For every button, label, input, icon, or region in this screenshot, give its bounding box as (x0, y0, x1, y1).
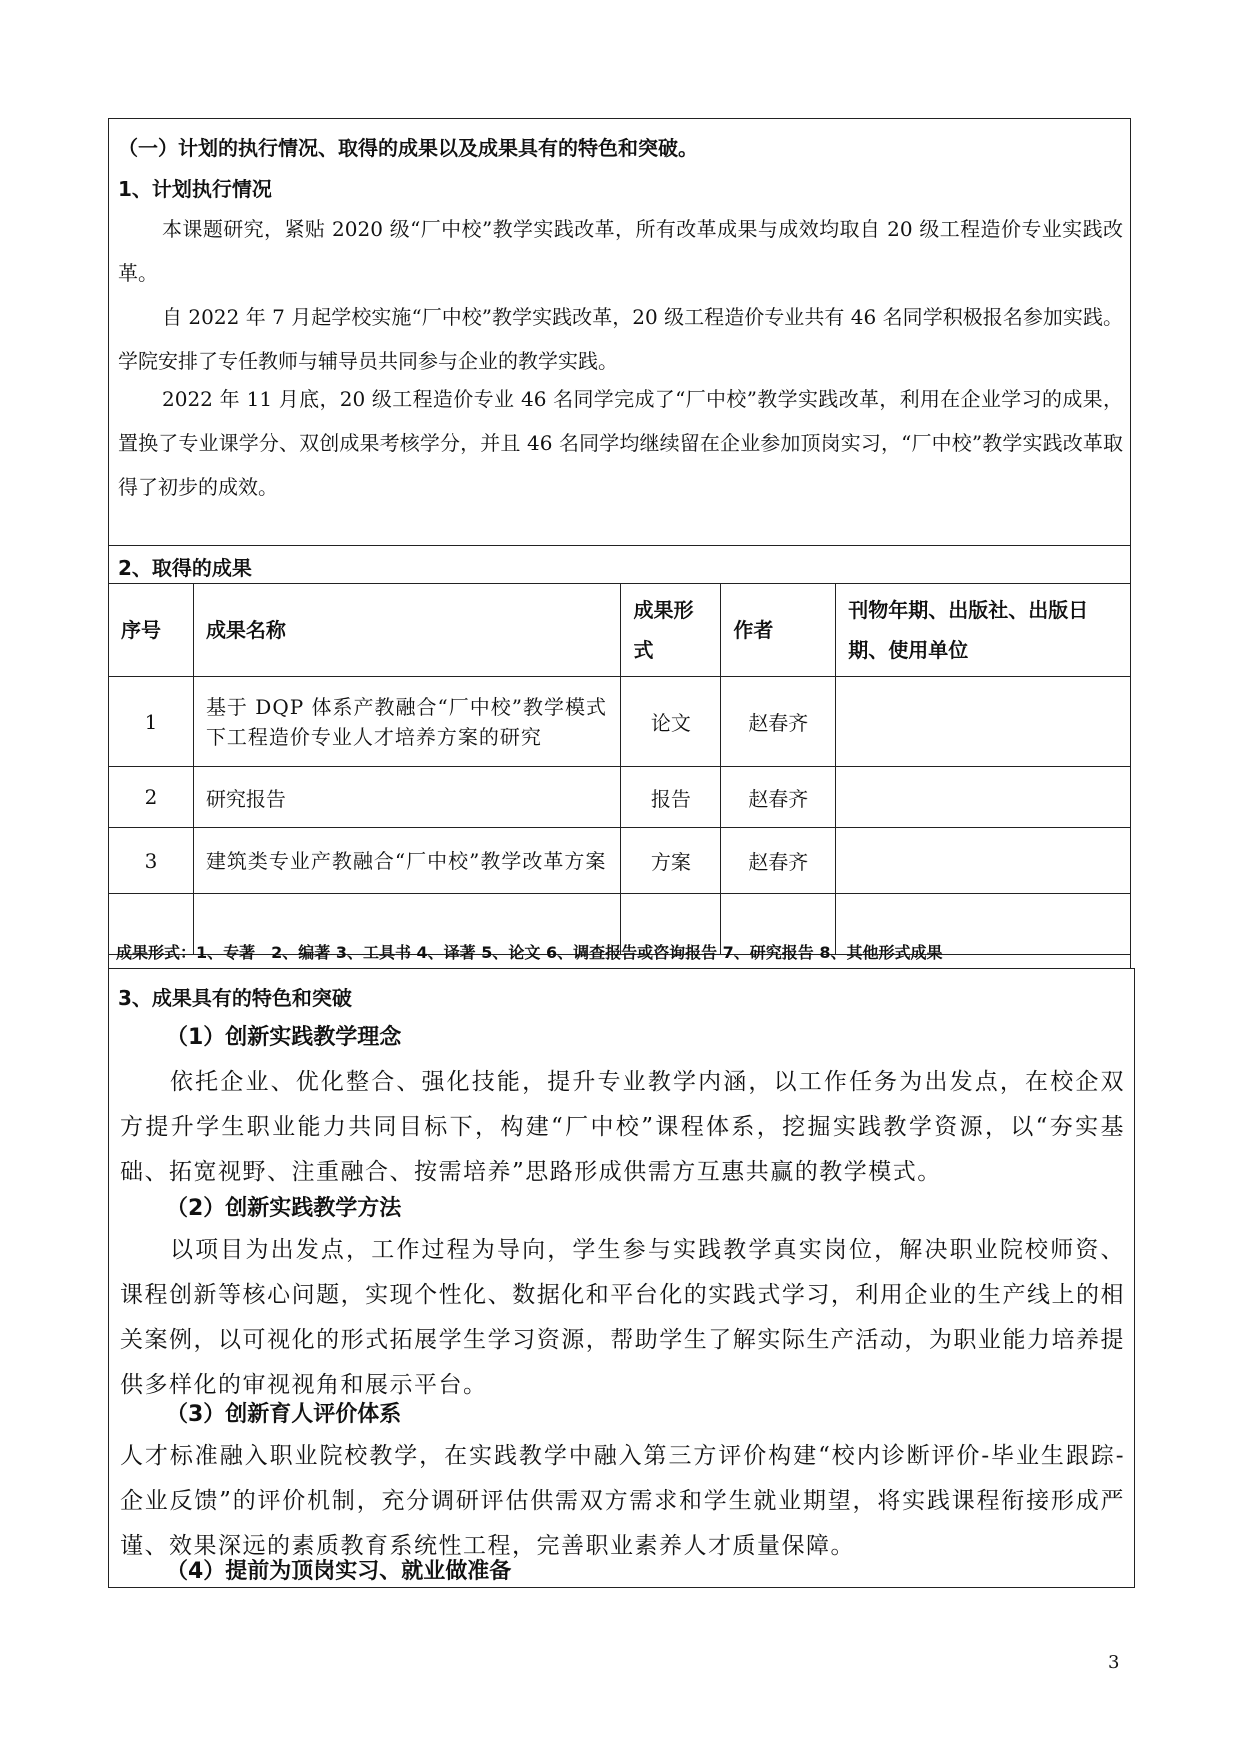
row-author: 赵春齐 (721, 677, 836, 767)
row-name: 研究报告 (193, 767, 621, 828)
execution-paragraph-2: 自 2022 年 7 月起学校实施“厂中校”教学实践改革，20 级工程造价专业共有 46 名同学积极报名参加实践。学院安排了专任教师与辅导员共同参与企业的教学实践。 (118, 305, 1123, 373)
row-no: 2 (109, 767, 194, 828)
section-title: （一）计划的执行情况、取得的成果以及成果具有的特色和突破。 (118, 136, 698, 160)
subsection-execution-heading: 1、计划执行情况 (118, 177, 272, 201)
row-publication (836, 677, 1131, 767)
table-row (109, 828, 1131, 894)
row-form: 论文 (621, 677, 721, 767)
row-author: 赵春齐 (721, 767, 836, 828)
feature-paragraph-2: 以项目为出发点，工作过程为导向，学生参与实践教学真实岗位，解决职业院校师资、课程创新等核心问题，实现个性化、数据化和平台化的实践式学习，利用企业的生产线上的相关案例，以可视化的形式拓展学生学习资源，帮助学生了解实际生产活动，为职业能力培养提供多样化的审视视角和展示平台。 (120, 1237, 1125, 1398)
execution-paragraph-3: 2022 年 11 月底，20 级工程造价专业 46 名同学完成了“厂中校”教学实践改革，利用在企业学习的成果，置换了专业课学分、双创成果考核学分，并且 46 名同学均继续留在企业参加顶岗实习，“厂中校”教学实践改革取得了初步的成效。 (118, 387, 1123, 499)
table-row (109, 677, 1131, 767)
header-name: 成果名称 (193, 584, 621, 677)
row-author: 赵春齐 (721, 828, 836, 894)
subsection-features-heading: 3、成果具有的特色和突破 (118, 986, 352, 1010)
row-publication (836, 828, 1131, 894)
feature-heading-2: （2）创新实践教学方法 (166, 1196, 402, 1221)
page-number: 3 (1108, 1652, 1120, 1673)
row-no: 3 (109, 828, 194, 894)
results-table (108, 583, 1131, 955)
table-header-row (109, 584, 1131, 677)
results-form-note: 成果形式：1、专著 2、编著 3、工具书 4、译著 5、论文 6、调查报告或咨询报告 7、研究报告 8、其他形式成果 (116, 943, 943, 962)
feature-heading-3: （3）创新育人评价体系 (166, 1402, 402, 1427)
table-row (109, 767, 1131, 828)
feature-paragraph-1: 依托企业、优化整合、强化技能，提升专业教学内涵，以工作任务为出发点，在校企双方提升学生职业能力共同目标下，构建“厂中校”课程体系，挖掘实践教学资源，以“夯实基础、拓宽视野、注重融合、按需培养”思路形成供需方互惠共赢的教学模式。 (120, 1069, 1125, 1185)
execution-paragraph-1: 本课题研究，紧贴 2020 级“厂中校”教学实践改革，所有改革成果与成效均取自 20 级工程造价专业实践改革。 (118, 217, 1123, 285)
row-no: 1 (109, 677, 194, 767)
row-form: 方案 (621, 828, 721, 894)
feature-paragraph-3: 人才标准融入职业院校教学，在实践教学中融入第三方评价构建“校内诊断评价-毕业生跟踪-企业反馈”的评价机制，充分调研评估供需双方需求和学生就业期望，将实践课程衔接形成严谨、效果深远的素质教育系统性工程，完善职业素养人才质量保障。 (120, 1443, 1125, 1559)
subsection-results-heading: 2、取得的成果 (118, 556, 252, 580)
feature-heading-4: （4）提前为顶岗实习、就业做准备 (166, 1559, 512, 1584)
header-no: 序号 (109, 584, 194, 677)
row-name: 建筑类专业产教融合“厂中校”教学改革方案 (193, 828, 621, 894)
row-publication (836, 767, 1131, 828)
feature-heading-1: （1）创新实践教学理念 (166, 1025, 402, 1050)
row-form: 报告 (621, 767, 721, 828)
header-author: 作者 (721, 584, 836, 677)
header-publication: 刊物年期、出版社、出版日期、使用单位 (836, 584, 1131, 677)
header-form: 成果形式 (621, 584, 721, 677)
row-name: 基于 DQP 体系产教融合“厂中校”教学模式下工程造价专业人才培养方案的研究 (193, 677, 621, 767)
